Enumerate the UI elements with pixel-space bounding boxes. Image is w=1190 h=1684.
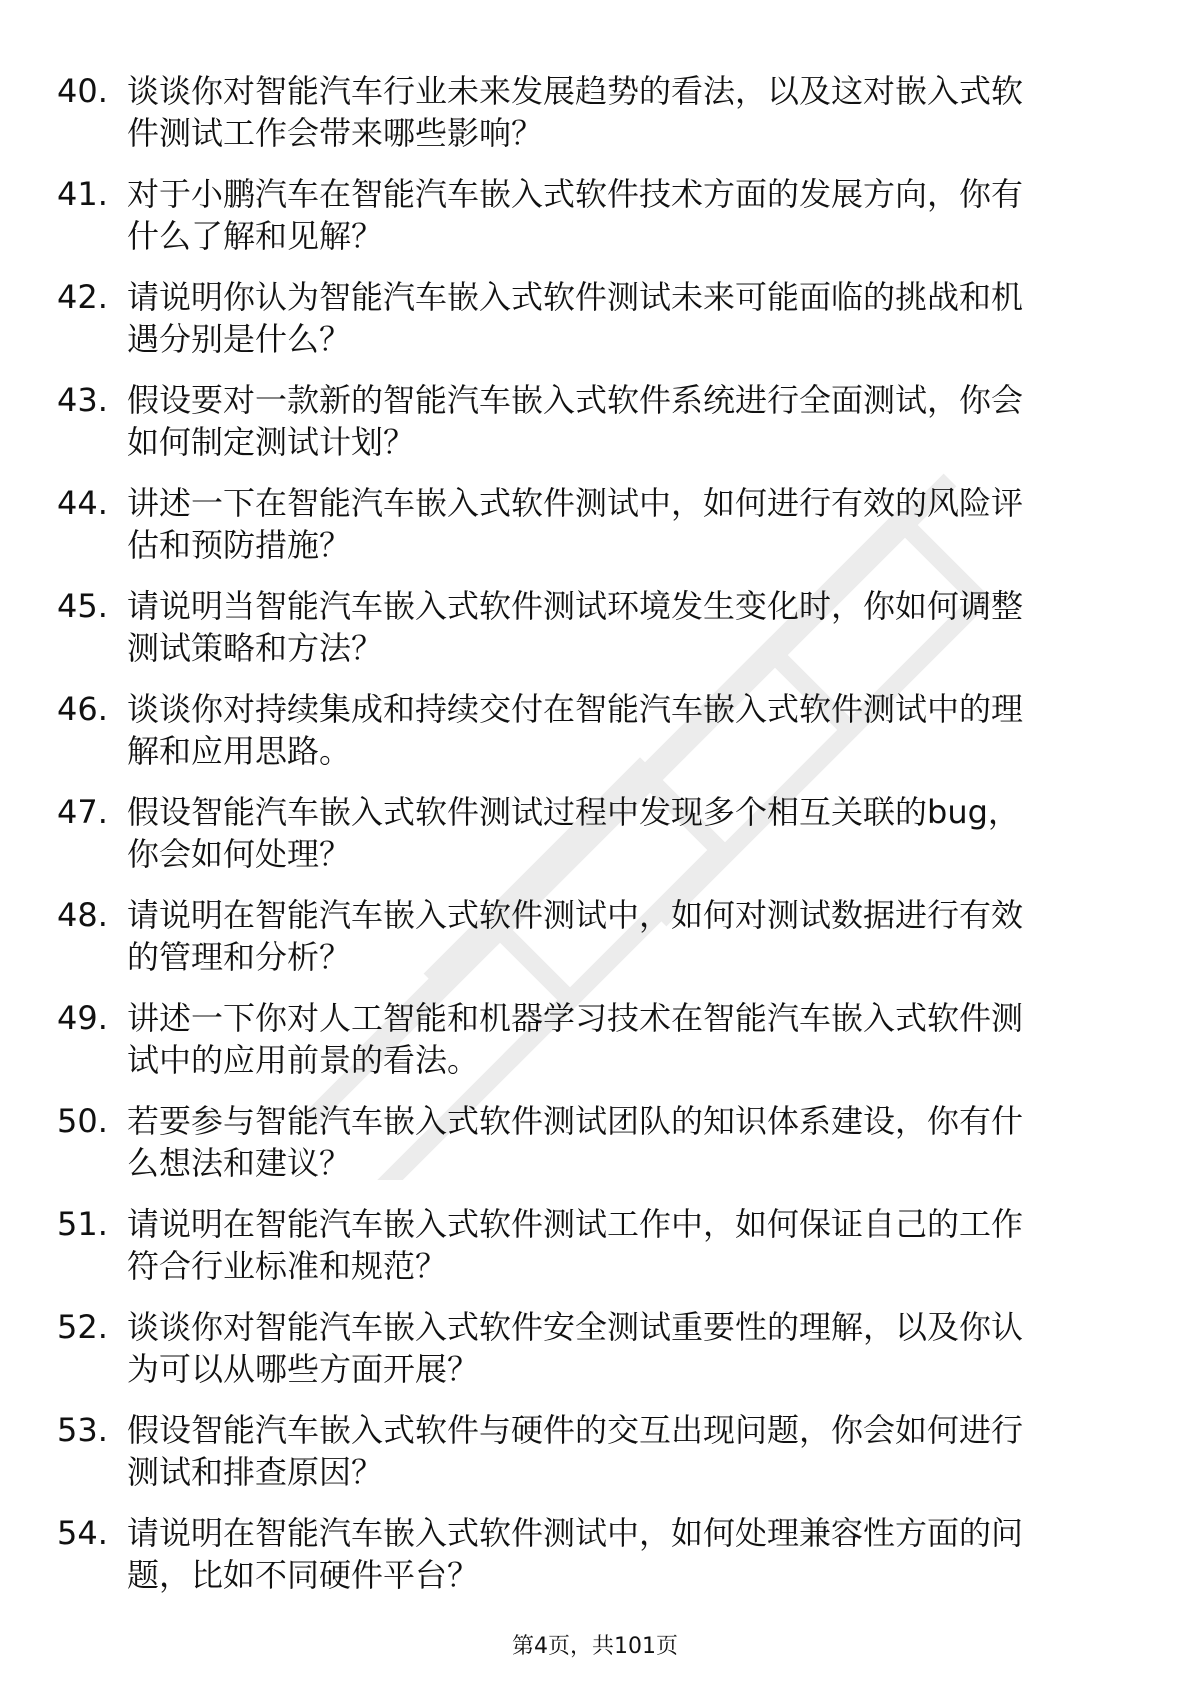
question-item bbox=[57, 894, 1117, 997]
question-text bbox=[127, 1409, 1167, 1493]
question-item bbox=[57, 791, 1117, 894]
question-text-line: 件测试工作会带来哪些影响？ bbox=[127, 114, 544, 152]
question-item bbox=[57, 688, 1117, 791]
question-item bbox=[57, 379, 1117, 482]
question-text bbox=[127, 276, 1167, 360]
question-number: 49. bbox=[57, 999, 108, 1037]
question-item bbox=[57, 997, 1117, 1100]
question-item bbox=[57, 1100, 1117, 1203]
question-text-line: 对于小鹏汽车在智能汽车嵌入式软件技术方面的发展方向，你有 bbox=[127, 175, 1024, 213]
question-text-line: 讲述一下在智能汽车嵌入式软件测试中，如何进行有效的风险评 bbox=[127, 484, 1024, 522]
question-number: 50. bbox=[57, 1102, 108, 1140]
question-item bbox=[57, 585, 1117, 688]
question-text-line: 估和预防措施？ bbox=[127, 526, 352, 564]
question-text-line: 谈谈你对持续集成和持续交付在智能汽车嵌入式软件测试中的理 bbox=[127, 690, 1024, 728]
question-text-line: 请说明当智能汽车嵌入式软件测试环境发生变化时，你如何调整 bbox=[127, 587, 1024, 625]
question-text-line: 测试策略和方法？ bbox=[127, 629, 384, 667]
question-text-line: 如何制定测试计划？ bbox=[127, 423, 416, 461]
question-text-line: 请说明在智能汽车嵌入式软件测试中，如何处理兼容性方面的问 bbox=[127, 1514, 1024, 1552]
question-number: 46. bbox=[57, 690, 108, 728]
question-item bbox=[57, 1306, 1117, 1409]
question-text-line: 的管理和分析？ bbox=[127, 938, 352, 976]
question-text-line: 么想法和建议？ bbox=[127, 1144, 352, 1182]
question-text-line: 试中的应用前景的看法。 bbox=[127, 1041, 480, 1079]
question-text bbox=[127, 585, 1167, 669]
question-text-line: 什么了解和见解？ bbox=[127, 217, 384, 255]
question-number: 45. bbox=[57, 587, 108, 625]
question-text-line: 请说明你认为智能汽车嵌入式软件测试未来可能面临的挑战和机 bbox=[127, 278, 1024, 316]
question-number: 53. bbox=[57, 1411, 108, 1449]
question-number: 44. bbox=[57, 484, 108, 522]
question-item bbox=[57, 482, 1117, 585]
question-text bbox=[127, 1203, 1167, 1287]
question-text-line: 讲述一下你对人工智能和机器学习技术在智能汽车嵌入式软件测 bbox=[127, 999, 1024, 1037]
question-item bbox=[57, 173, 1117, 276]
question-item bbox=[57, 276, 1117, 379]
question-text bbox=[127, 791, 1167, 875]
question-text-line: 符合行业标准和规范？ bbox=[127, 1247, 448, 1285]
question-text bbox=[127, 1100, 1167, 1184]
question-text-line: 请说明在智能汽车嵌入式软件测试工作中，如何保证自己的工作 bbox=[127, 1205, 1024, 1243]
question-text bbox=[127, 688, 1167, 772]
question-text-line: 你会如何处理？ bbox=[127, 835, 352, 873]
question-text bbox=[127, 1306, 1167, 1390]
question-text-line: 请说明在智能汽车嵌入式软件测试中，如何对测试数据进行有效 bbox=[127, 896, 1024, 934]
question-number: 40. bbox=[57, 72, 108, 110]
question-text bbox=[127, 173, 1167, 257]
question-text bbox=[127, 70, 1167, 154]
question-item bbox=[57, 1512, 1117, 1615]
question-item bbox=[57, 70, 1117, 173]
question-text-line: 遇分别是什么？ bbox=[127, 320, 352, 358]
question-number: 51. bbox=[57, 1205, 108, 1243]
question-number: 52. bbox=[57, 1308, 108, 1346]
question-text-line: 假设智能汽车嵌入式软件与硬件的交互出现问题，你会如何进行 bbox=[127, 1411, 1024, 1449]
question-text-line: 题，比如不同硬件平台？ bbox=[127, 1556, 480, 1594]
question-number: 48. bbox=[57, 896, 108, 934]
question-text-line: 测试和排查原因？ bbox=[127, 1453, 384, 1491]
question-item bbox=[57, 1203, 1117, 1306]
question-list bbox=[57, 70, 1117, 1615]
question-text bbox=[127, 894, 1167, 978]
question-text-line: 谈谈你对智能汽车行业未来发展趋势的看法，以及这对嵌入式软 bbox=[127, 72, 1024, 110]
question-text bbox=[127, 1512, 1167, 1596]
question-text bbox=[127, 482, 1167, 566]
question-number: 43. bbox=[57, 381, 108, 419]
question-number: 54. bbox=[57, 1514, 108, 1552]
question-item bbox=[57, 1409, 1117, 1512]
question-text bbox=[127, 379, 1167, 463]
question-text-line: 若要参与智能汽车嵌入式软件测试团队的知识体系建设，你有什 bbox=[127, 1102, 1024, 1140]
question-text-line: 为可以从哪些方面开展？ bbox=[127, 1350, 480, 1388]
question-text bbox=[127, 997, 1167, 1081]
question-text-line: 解和应用思路。 bbox=[127, 732, 352, 770]
question-number: 41. bbox=[57, 175, 108, 213]
page-footer: 第4页，共101页 bbox=[512, 1634, 678, 1659]
question-text-line: 假设要对一款新的智能汽车嵌入式软件系统进行全面测试，你会 bbox=[127, 381, 1024, 419]
question-text-line: 谈谈你对智能汽车嵌入式软件安全测试重要性的理解，以及你认 bbox=[127, 1308, 1024, 1346]
question-number: 42. bbox=[57, 278, 108, 316]
question-number: 47. bbox=[57, 793, 108, 831]
question-text-line: 假设智能汽车嵌入式软件测试过程中发现多个相互关联的bug， bbox=[127, 793, 1020, 831]
